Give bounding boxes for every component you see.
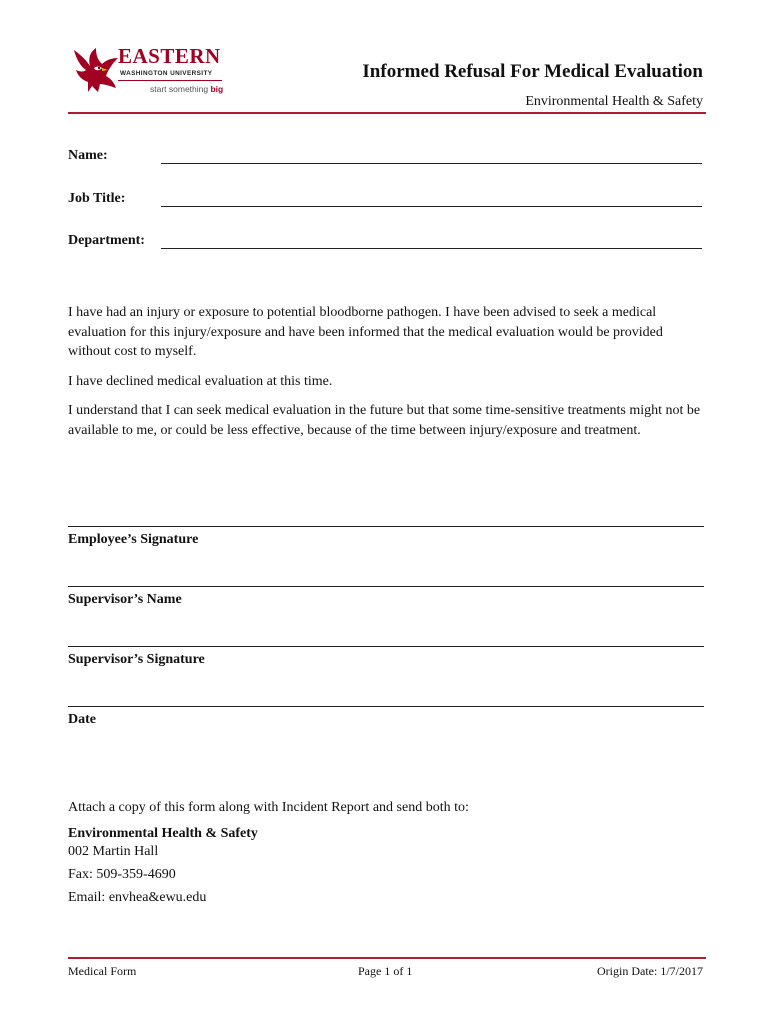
department-input-line[interactable]: [161, 248, 702, 249]
contact-address: 002 Martin Hall: [68, 844, 159, 859]
department-label: Department:: [68, 233, 145, 248]
page-subtitle: Environmental Health & Safety: [525, 94, 703, 109]
supervisor-signature-line[interactable]: [68, 646, 704, 647]
logo-divider: [118, 80, 222, 81]
logo-tagline-big: big: [210, 84, 224, 94]
decline-statement: I have declined medical evaluation at this time.: [68, 374, 333, 389]
date-line[interactable]: [68, 706, 704, 707]
logo-university: WASHINGTON UNIVERSITY: [120, 70, 213, 77]
logo-tagline-start: start something: [150, 84, 211, 94]
employee-signature-label: Employee’s Signature: [68, 532, 199, 547]
header-divider: [68, 112, 706, 114]
date-label: Date: [68, 712, 96, 727]
university-logo: [68, 46, 228, 106]
name-input-line[interactable]: [161, 163, 702, 164]
footer-page-number: Page 1 of 1: [358, 964, 413, 978]
name-field: [68, 148, 704, 168]
contact-email: Email: envhea&ewu.edu: [68, 890, 207, 905]
contact-office: Environmental Health & Safety: [68, 826, 258, 841]
name-label: Name:: [68, 148, 108, 163]
page-title: Informed Refusal For Medical Evaluation: [362, 61, 703, 82]
logo-wordmark: EASTERN: [118, 44, 221, 68]
understanding-statement: I understand that I can seek medical evaluation in the future but that some time-sensitive treatments might not be available to me, or could be less effective, because of the time between injury/exposure and treatment.: [68, 403, 701, 438]
eagle-logo-icon: [68, 46, 120, 94]
logo-tagline: [150, 84, 223, 94]
footer-divider: [68, 957, 706, 959]
job-title-field: [68, 191, 704, 211]
supervisor-name-line[interactable]: [68, 586, 704, 587]
employee-signature-line[interactable]: [68, 526, 704, 527]
injury-statement: I have had an injury or exposure to potential bloodborne pathogen. I have been advised to seek a medical evaluation for this injury/exposure and have been informed that the medical evaluation would be provided without cost to myself.: [68, 305, 663, 359]
supervisor-name-label: Supervisor’s Name: [68, 592, 182, 607]
job-title-input-line[interactable]: [161, 206, 702, 207]
footer-form-name: Medical Form: [68, 964, 137, 978]
supervisor-signature-label: Supervisor’s Signature: [68, 652, 205, 667]
attach-instruction: Attach a copy of this form along with Incident Report and send both to:: [68, 800, 469, 815]
footer-origin-date: Origin Date: 1/7/2017: [597, 964, 703, 978]
department-field: [68, 233, 704, 253]
contact-fax: Fax: 509-359-4690: [68, 867, 176, 882]
job-title-label: Job Title:: [68, 191, 126, 206]
